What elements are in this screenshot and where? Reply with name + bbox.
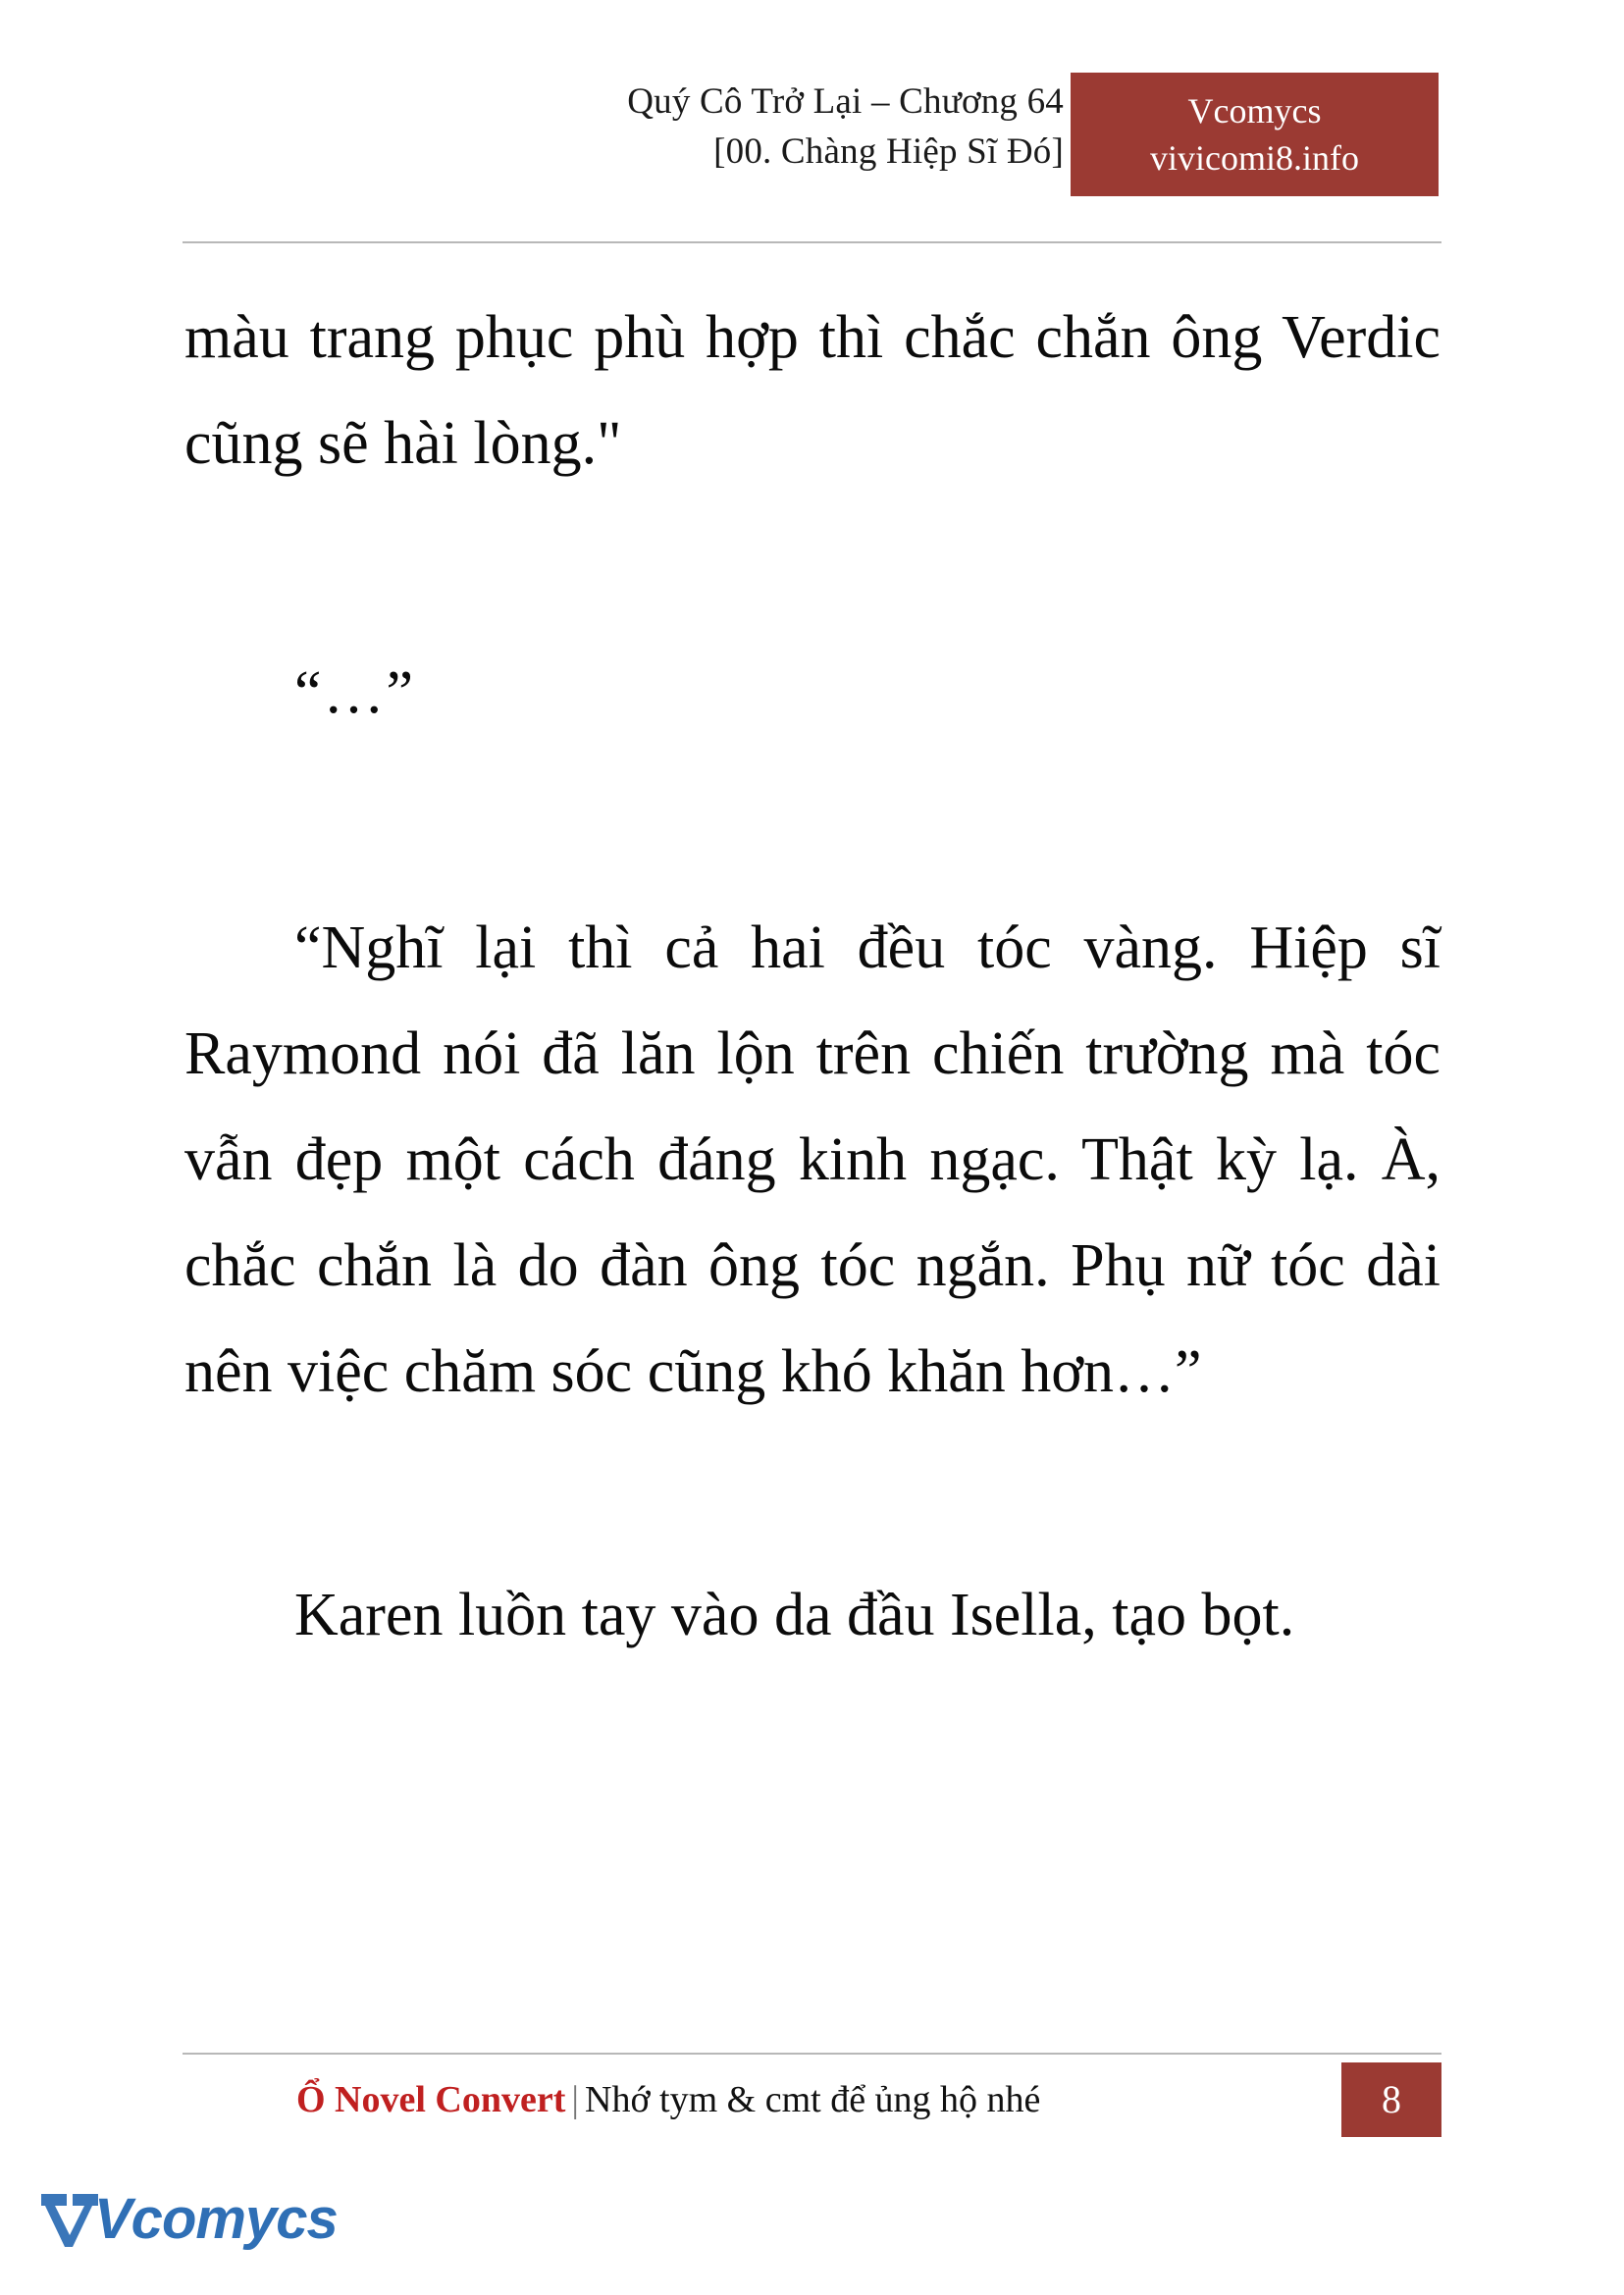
page-number-badge: 8 [1341, 2062, 1441, 2137]
footer-divider [183, 2053, 1441, 2055]
page-content [184, 285, 1441, 1668]
watermark-text: Vcomycs [94, 2187, 338, 2251]
chapter-title-line1: Quý Cô Trở Lại – Chương 64 [627, 81, 1064, 122]
spacer-3 [184, 1425, 1441, 1562]
vcomycs-mark-icon [37, 2188, 102, 2253]
spacer-1 [184, 496, 1441, 640]
footer-text [296, 2072, 1040, 2127]
chapter-title-line2: [00. Chàng Hiệp Sĩ Đó] [713, 131, 1064, 173]
site-badge-name: Vcomycs [1187, 91, 1322, 130]
paragraph-2: “…” [294, 659, 416, 726]
site-badge-url: vivicomi8.info [1150, 137, 1359, 178]
spacer-2 [184, 746, 1441, 895]
header-divider [183, 241, 1441, 243]
chapter-title [318, 77, 1064, 177]
site-badge [1071, 73, 1439, 196]
footer-brand: Ổ Novel Convert [296, 2079, 566, 2120]
paragraph-1: màu trang phục phù hợp thì chắc chắn ông Verdic cũng sẽ hài lòng." [184, 304, 1441, 477]
footer-note: Nhớ tym & cmt để ủng hộ nhé [585, 2079, 1041, 2120]
footer-separator: | [571, 2079, 579, 2120]
paragraph-4: Karen luồn tay vào da đầu Isella, tạo bọt. [294, 1582, 1295, 1648]
watermark-logo [37, 2180, 338, 2265]
paragraph-3: “Nghĩ lại thì cả hai đều tóc vàng. Hiệp sĩ Raymond nói đã lăn lộn trên chiến trường mà tóc vẫn đẹp một cách đáng kinh ngạc. Thật kỳ lạ. À, chắc chắn là do đàn ông tóc ngắn. Phụ nữ tóc dài nên việc chăm sóc cũng khó khăn hơn…” [184, 914, 1441, 1405]
page-footer [183, 2062, 1441, 2137]
page-header [183, 77, 1439, 234]
